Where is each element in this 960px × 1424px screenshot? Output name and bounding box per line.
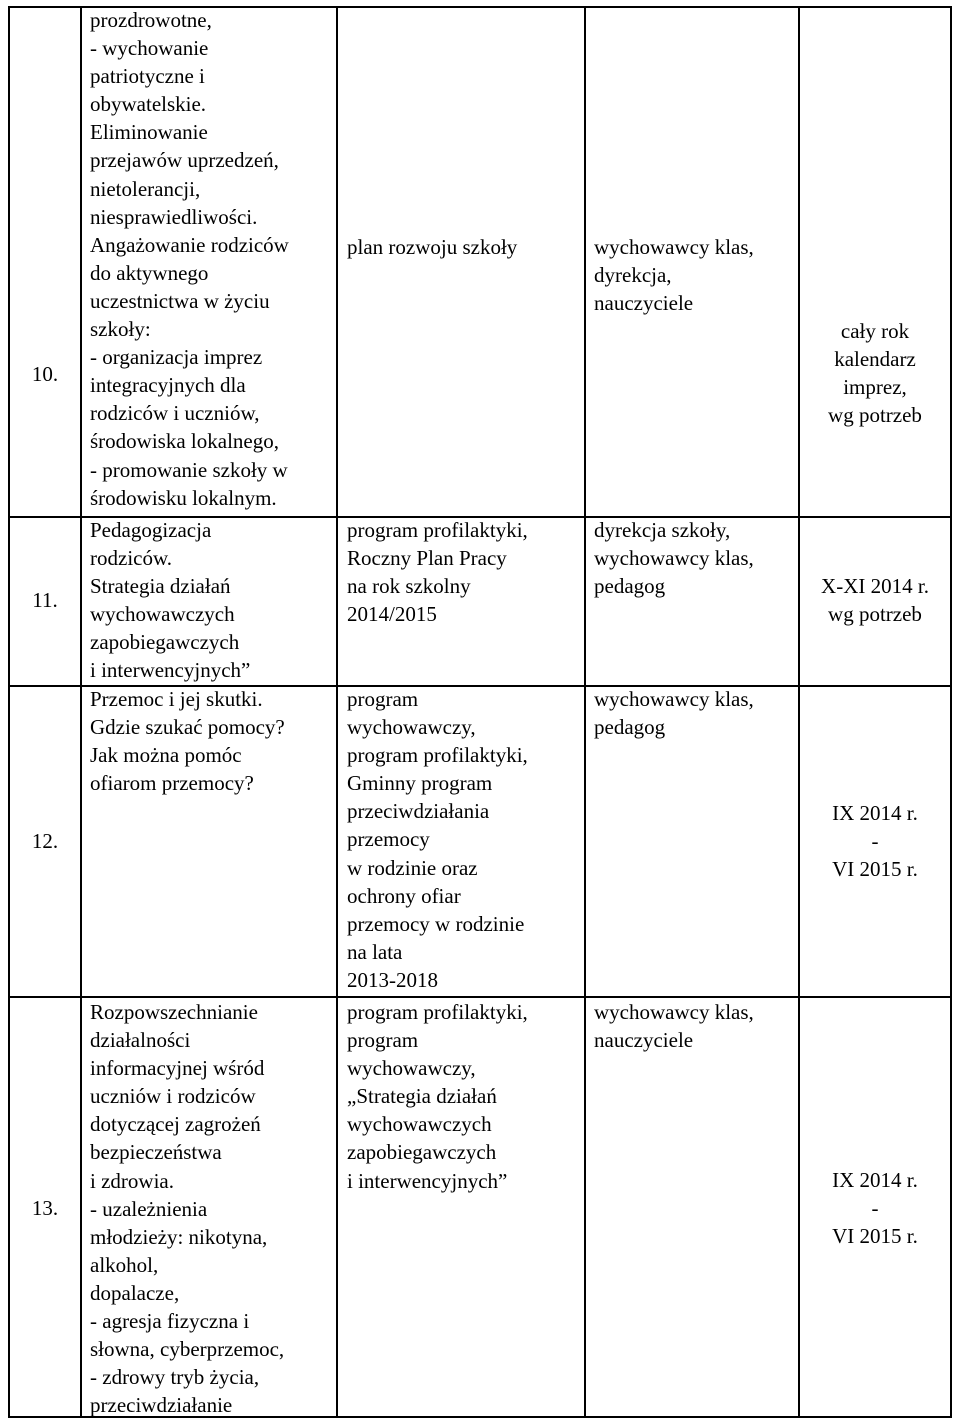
responsible-cell: dyrekcja szkoły, wychowawcy klas, pedagog xyxy=(594,518,754,599)
deadline-cell: IX 2014 r. - VI 2015 r. xyxy=(832,801,918,882)
task-cell: prozdrowotne, - wychowanie patriotyczne i obywatelskie. Eliminowanie przejawów uprzedzeń, nietolerancji, niesprawiedliwości. Angażowanie rodziców do aktywnego uczestnictwa w życiu szkoły: - organizacja imprez integracyjnych dla rodziców i uczniów, środowiska lokalnego, - promowanie szkoły w środowisku lokalnym. xyxy=(90,8,289,510)
deadline-cell: IX 2014 r. - VI 2015 r. xyxy=(832,1168,918,1249)
row-number: 12. xyxy=(31,829,59,853)
responsible-cell: wychowawcy klas, dyrekcja, nauczyciele xyxy=(594,235,754,316)
responsible-cell: wychowawcy klas, nauczyciele xyxy=(594,1000,754,1053)
column-divider xyxy=(80,6,82,1418)
task-cell: Rozpowszechnianie działalności informacyjnej wśród uczniów i rodziców dotyczącej zagrożeń bezpieczeństwa i zdrowia. - uzależnienia młodzieży: nikotyna, alkohol, dopalacze, - agresja fizyczna i słowna, cyberprzemoc, - zdrowy tryb życia, przeciwdziałanie xyxy=(90,1000,285,1418)
row-number: 11. xyxy=(32,588,58,612)
deadline-cell: X-XI 2014 r. wg potrzeb xyxy=(821,574,929,627)
task-cell: Pedagogizacja rodziców. Strategia działań wychowawczych zapobiegawczych i interwencyjnych” xyxy=(90,518,251,683)
responsible-cell: wychowawcy klas, pedagog xyxy=(594,687,754,740)
column-divider xyxy=(584,6,586,1418)
task-cell: Przemoc i jej skutki. Gdzie szukać pomocy? Jak można pomóc ofiarom przemocy? xyxy=(90,687,285,796)
deadline-cell: cały rok kalendarz imprez, wg potrzeb xyxy=(828,319,922,428)
basis-cell: program profilaktyki, Roczny Plan Pracy na rok szkolny 2014/2015 xyxy=(347,518,528,627)
column-divider xyxy=(336,6,338,1418)
basis-cell: program wychowawczy, program profilaktyki, Gminny program przeciwdziałania przemocy w rodzinie oraz ochrony ofiar przemocy w rodzinie na lata 2013-2018 xyxy=(347,687,528,992)
basis-cell: program profilaktyki, program wychowawczy, „Strategia działań wychowawczych zapobiegawczych i interwencyjnych” xyxy=(347,1000,528,1193)
row-number: 10. xyxy=(31,362,59,386)
row-number: 13. xyxy=(31,1196,59,1220)
table-border-right xyxy=(950,6,952,1418)
basis-cell: plan rozwoju szkoły xyxy=(347,235,518,259)
